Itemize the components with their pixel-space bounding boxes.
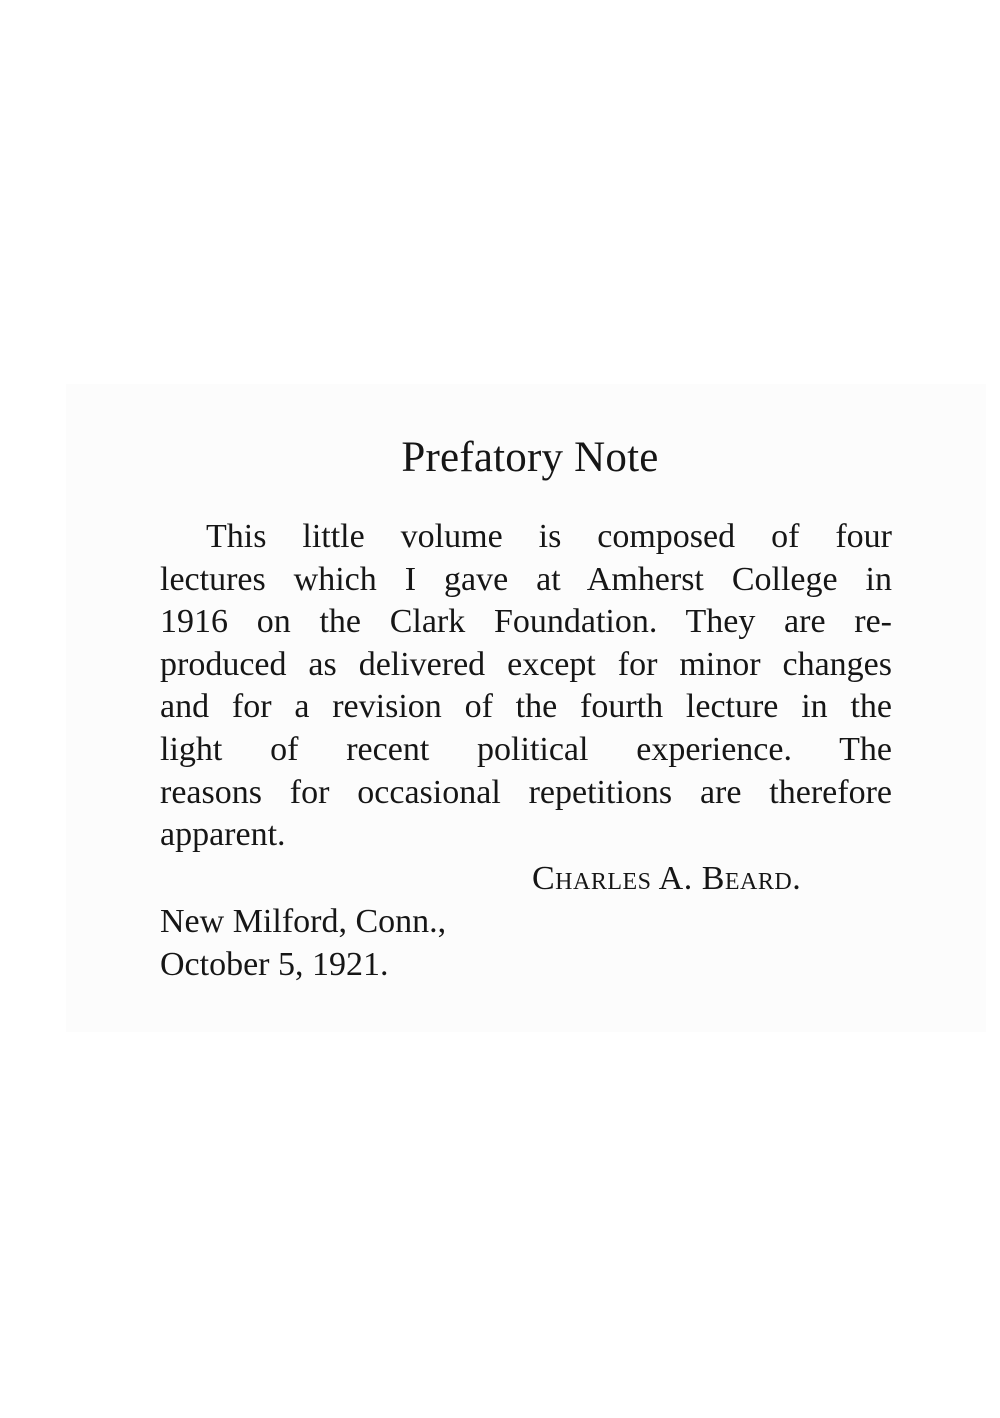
date-line: October 5, 1921. bbox=[160, 946, 389, 983]
place-line: New Milford, Conn., bbox=[160, 903, 447, 940]
paragraph-line: produced as delivered except for minor changes bbox=[160, 645, 892, 683]
paragraph-line: light of recent political experience. The bbox=[160, 730, 892, 768]
prefatory-paragraph bbox=[160, 516, 892, 857]
paragraph-line: This little volume is composed of four bbox=[206, 518, 892, 555]
author-signature: Charles A. Beard. bbox=[532, 860, 802, 897]
paragraph-line: reasons for occasional repetitions are therefore bbox=[160, 773, 892, 811]
paragraph-line: and for a revision of the fourth lecture in the bbox=[160, 688, 892, 726]
page-title: Prefatory Note bbox=[401, 434, 659, 481]
place-and-date bbox=[160, 900, 446, 986]
paragraph-line: 1916 on the Clark Foundation. They are re- bbox=[160, 603, 892, 641]
paragraph-line: lectures which I gave at Amherst College in bbox=[160, 560, 892, 598]
paragraph-line: apparent. bbox=[160, 816, 286, 854]
